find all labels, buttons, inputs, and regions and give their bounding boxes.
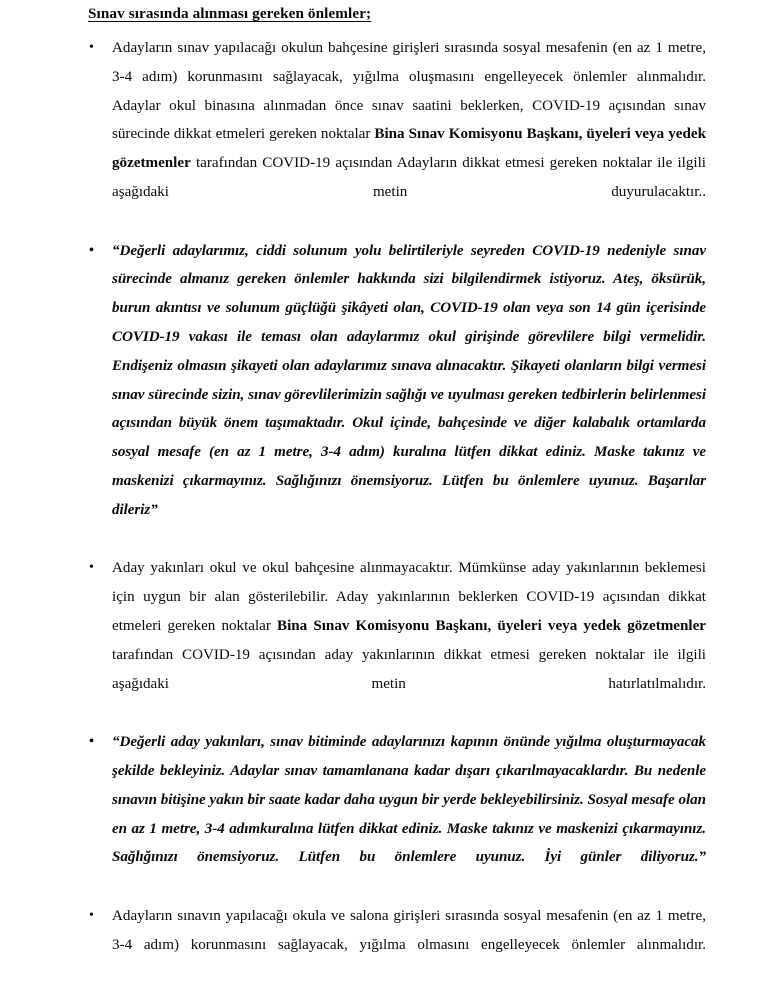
measures-list [88,34,706,988]
paragraph-text [112,902,706,988]
body-text: tarafından COVID-19 açısından Adayların dikkat etmesi gereken noktalar ile ilgili aşağıdaki metin duyurulacaktır.. [112,155,706,200]
document-body [88,4,706,989]
page-title: Sınav sırasında alınması gereken önlemler; [88,5,372,22]
bullet-school-hall-entry [88,902,706,988]
paragraph-text [112,34,706,236]
paragraph-text [112,554,706,727]
bullet-relatives-not-admitted [88,554,706,727]
emphasis-text: Bina Sınav Komisyonu Başkanı, üyeleri veya yedek gözetmenler [112,126,706,172]
emphasis-text: Bina Sınav Komisyonu Başkanı, üyeleri veya yedek gözetmenler [277,617,706,634]
body-text: “Değerli aday yakınları, sınav bitiminde adaylarınızı kapının önünde yığılma oluşturmayacak şekilde bekleyiniz. Adaylar sınav tamamlanana kadar dışarı çıkarılmayacaklardır. Bu nedenle sınavın bitişine yakın bir saate kadar daha uygun bir yerde bekleyebilirsiniz. Sosyal mesafe olan en az 1 metre, 3-4 adımkuralına lütfen dikkat ediniz. Maske takınız ve maskenizi çıkarmayınız. Sağlığınızı önemsiyoruz. Lütfen bu önlemlere uyunuz. İyi günler diliyoruz.” [112,734,706,866]
body-text: tarafından COVID-19 açısından aday yakınlarının dikkat etmesi gereken noktalar ile ilgili aşağıdaki metin hatırlatılmalıdır. [112,646,706,692]
body-text: “Değerli adaylarımız, ciddi solunum yolu belirtileriyle seyreden COVID-19 nedeniyle sınav sürecinde almanız gereken önlemler hakkında sizi bilgilendirmek istiyoruz. Ateş, öksürük, burun akıntısı ve solunum güçlüğü şikâyeti olan, COVID-19 olan veya son 14 gün içerisinde COVID-19 vakası ile teması olan adaylarımız okul girişinde görevlilere bilgi vermelidir. Endişeniz olmasın şikayeti olan adaylarımız sınava alınacaktır. Şikayeti olanların bilgi vermesi sınav sürecinde sizin, sınav görevlilerimizin sağlığı ve uyulması gereken tedbirlerin belirlenmesi açısından büyük önem taşımaktadır. Okul içinde, bahçesinde ve diğer kalabalık ortamlarda sosyal mesafe (en az 1 metre, 3-4 adım) kuralına lütfen dikkat ediniz. Maske takınız ve maskenizi çıkarmayınız. Sağlığınızı önemsiyoruz. Lütfen bu önlemlere uyunuz. Başarılar dileriz” [112,242,706,518]
paragraph-text [112,237,706,554]
bullet-school-yard-entry [88,34,706,236]
bullet-announcement-to-candidates [88,237,706,554]
body-text: Adayların sınavın yapılacağı okula ve salona girişleri sırasında sosyal mesafenin (en az 1 metre, 3-4 adım) korunmasını sağlayacak, yığılma olmasını engelleyecek önlemler alınmalıdır. [112,907,706,953]
bullet-announcement-to-relatives [88,728,706,901]
body-text: Adayların sınav yapılacağı okulun bahçesine girişleri sırasında sosyal mesafenin (en az 1 metre, 3-4 adım) korunmasını sağlayacak, yığılma oluşmasını engelleyecek önlemler alınmalıdır. Adaylar okul binasına alınmadan önce sınav saatini beklerken, COVID-19 açısından sınav sürecinde dikkat etmeleri gereken noktalar [112,40,706,143]
paragraph-text [112,728,706,901]
body-text: Aday yakınları okul ve okul bahçesine alınmayacaktır. Mümkünse aday yakınlarının beklemesi için uygun bir alan gösterilebilir. Aday yakınlarının beklerken COVID-19 açısından dikkat etmeleri gereken noktalar [112,560,706,634]
